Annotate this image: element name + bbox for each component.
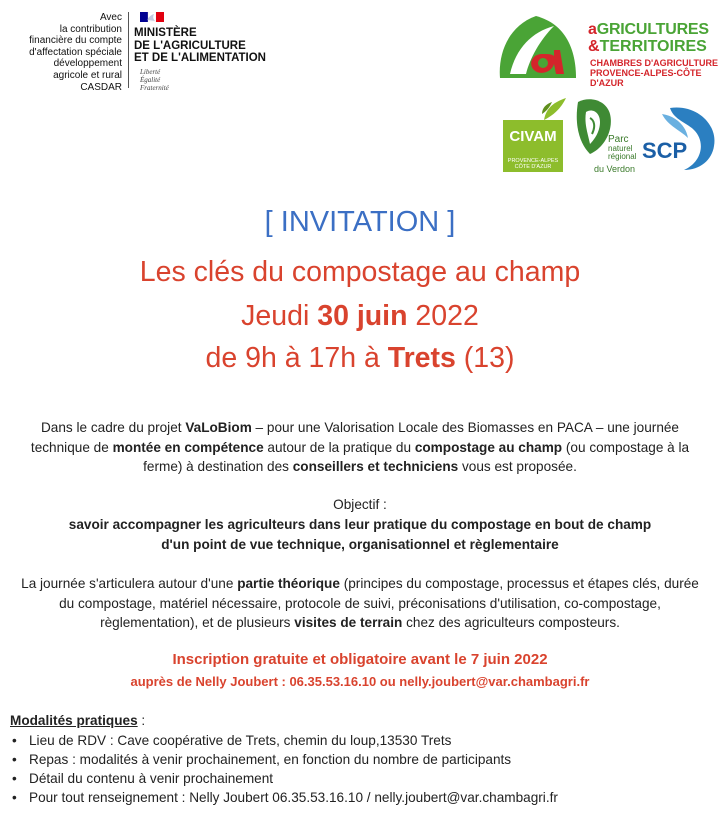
at-logo-word: GRICULTURES: [596, 21, 709, 38]
ministry-divider: [128, 12, 129, 88]
scp-logo-text: SCP: [642, 138, 688, 163]
motto-line: Égalité: [140, 76, 161, 84]
funding-line: agricole et rural: [53, 69, 122, 81]
funding-line: CASDAR: [80, 81, 122, 93]
intro-text: Dans le cadre du projet: [40, 420, 186, 435]
scp-logo-icon: [640, 106, 718, 172]
chambers-line: PROVENCE-ALPES-CÔTE D'AZUR: [590, 68, 702, 88]
event-date: [0, 300, 720, 333]
civam-sub-line: CÔTE D'AZUR: [514, 164, 552, 170]
event-time-place: [0, 342, 720, 375]
place-department: (13): [455, 342, 515, 374]
agricultures-territoires-logo-icon: [496, 14, 580, 80]
modalities-colon: :: [137, 713, 146, 728]
objective-line: savoir accompagner les agriculteurs dans leur pratique du compostage en bout de champ: [68, 517, 652, 532]
event-title: Les clés du compostage au champ: [139, 256, 581, 288]
modalities-list: [12, 731, 558, 807]
parc-logo-text: [608, 136, 636, 162]
parc-line: Parc: [608, 134, 629, 145]
civam-logo-text: CIVAM: [509, 128, 557, 145]
intro-text: vous est proposée.: [458, 459, 577, 474]
parc-logo-verdon: du Verdon: [594, 164, 636, 174]
list-item: • Lieu de RDV : Cave coopérative de Trets, chemin du loup,13530 Trets: [12, 731, 558, 750]
funding-line: d'affectation spéciale: [29, 46, 122, 58]
ministry-line: ET DE L'ALIMENTATION: [134, 52, 266, 64]
chambers-line: CHAMBRES D'AGRICULTURE: [590, 58, 718, 68]
funding-line: la contribution: [59, 23, 122, 35]
program-text: La journée s'articulera autour d'une: [21, 576, 238, 591]
civam-leaf-icon: [540, 96, 568, 122]
parc-line: naturel: [608, 143, 633, 153]
ministry-line: MINISTÈRE: [134, 27, 197, 39]
at-logo-line2: [588, 38, 707, 55]
objective-text: [20, 515, 700, 554]
intro-text: – pour une Valorisation Locale des Biomasses en PACA – une journée technique de: [30, 420, 679, 455]
date-prefix: Jeudi: [241, 300, 318, 332]
modalities-heading: [10, 713, 145, 728]
at-logo-letter: a: [588, 21, 597, 38]
intro-paragraph: [20, 418, 700, 477]
funding-line: financière du compte: [29, 35, 122, 47]
modalities-title: Modalités pratiques: [10, 713, 138, 728]
at-logo-word: TERRITOIRES: [599, 38, 707, 55]
at-logo-line1: [588, 21, 709, 38]
funding-statement: [10, 12, 122, 93]
intro-bold: compostage au champ: [414, 439, 563, 455]
funding-line: Avec: [99, 12, 122, 23]
registration-headline: Inscription gratuite et obligatoire avant le 7 juin 2022: [172, 651, 548, 668]
intro-text: autour de la pratique du: [263, 439, 415, 455]
motto-line: Fraternité: [140, 84, 169, 92]
objective-label: Objectif :: [333, 497, 387, 512]
objective-line: d'un point de vue technique, organisationnel et règlementaire: [161, 536, 559, 552]
at-logo-chambers: [590, 58, 720, 88]
program-paragraph: [20, 574, 700, 633]
at-logo-ampersand: &: [588, 38, 600, 55]
program-text: chez des agriculteurs composteurs.: [402, 615, 620, 630]
time-prefix: de 9h à 17h à: [205, 342, 388, 374]
civam-logo-subtitle: [503, 158, 563, 170]
motto-line: Liberté: [140, 68, 161, 76]
intro-bold: VaLoBiom: [185, 420, 252, 435]
marianne-flag-icon: [140, 12, 164, 22]
intro-bold: montée en compétence: [112, 439, 264, 455]
registration-contact: auprès de Nelly Joubert : 06.35.53.16.10 ou nelly.joubert@var.chambagri.fr: [130, 674, 590, 689]
program-text: (principes du compostage, processus et étapes clés, durée du compostage, matériel nécessaire, protocole de suivi, préconisations d'utilisation, co-compostage, règlementation), et de plusieurs: [59, 576, 699, 630]
place-name: Trets: [387, 342, 456, 374]
date-day: 30 juin: [317, 300, 408, 332]
funding-line: développement: [53, 58, 122, 70]
parc-line: régional: [608, 152, 637, 161]
program-bold: partie théorique: [237, 576, 340, 591]
intro-bold: conseillers et techniciens: [292, 459, 459, 474]
list-item: • Pour tout renseignement : Nelly Joubert 06.35.53.16.10 / nelly.joubert@var.chambagri.fr: [12, 788, 558, 807]
civam-sub-line: PROVENCE-ALPES: [507, 158, 559, 164]
list-item: • Détail du contenu à venir prochainement: [12, 769, 558, 788]
ministry-name: [134, 27, 266, 65]
program-bold: visites de terrain: [294, 615, 403, 630]
invitation-label: [ INVITATION ]: [264, 206, 456, 238]
date-year: 2022: [407, 300, 479, 332]
intro-text: (ou compostage à la ferme) à destination des: [143, 439, 690, 474]
list-item: • Repas : modalités à venir prochainement, en fonction du nombre de participants: [12, 750, 558, 769]
ministry-line: DE L'AGRICULTURE: [134, 39, 246, 52]
republic-motto: [140, 68, 169, 92]
